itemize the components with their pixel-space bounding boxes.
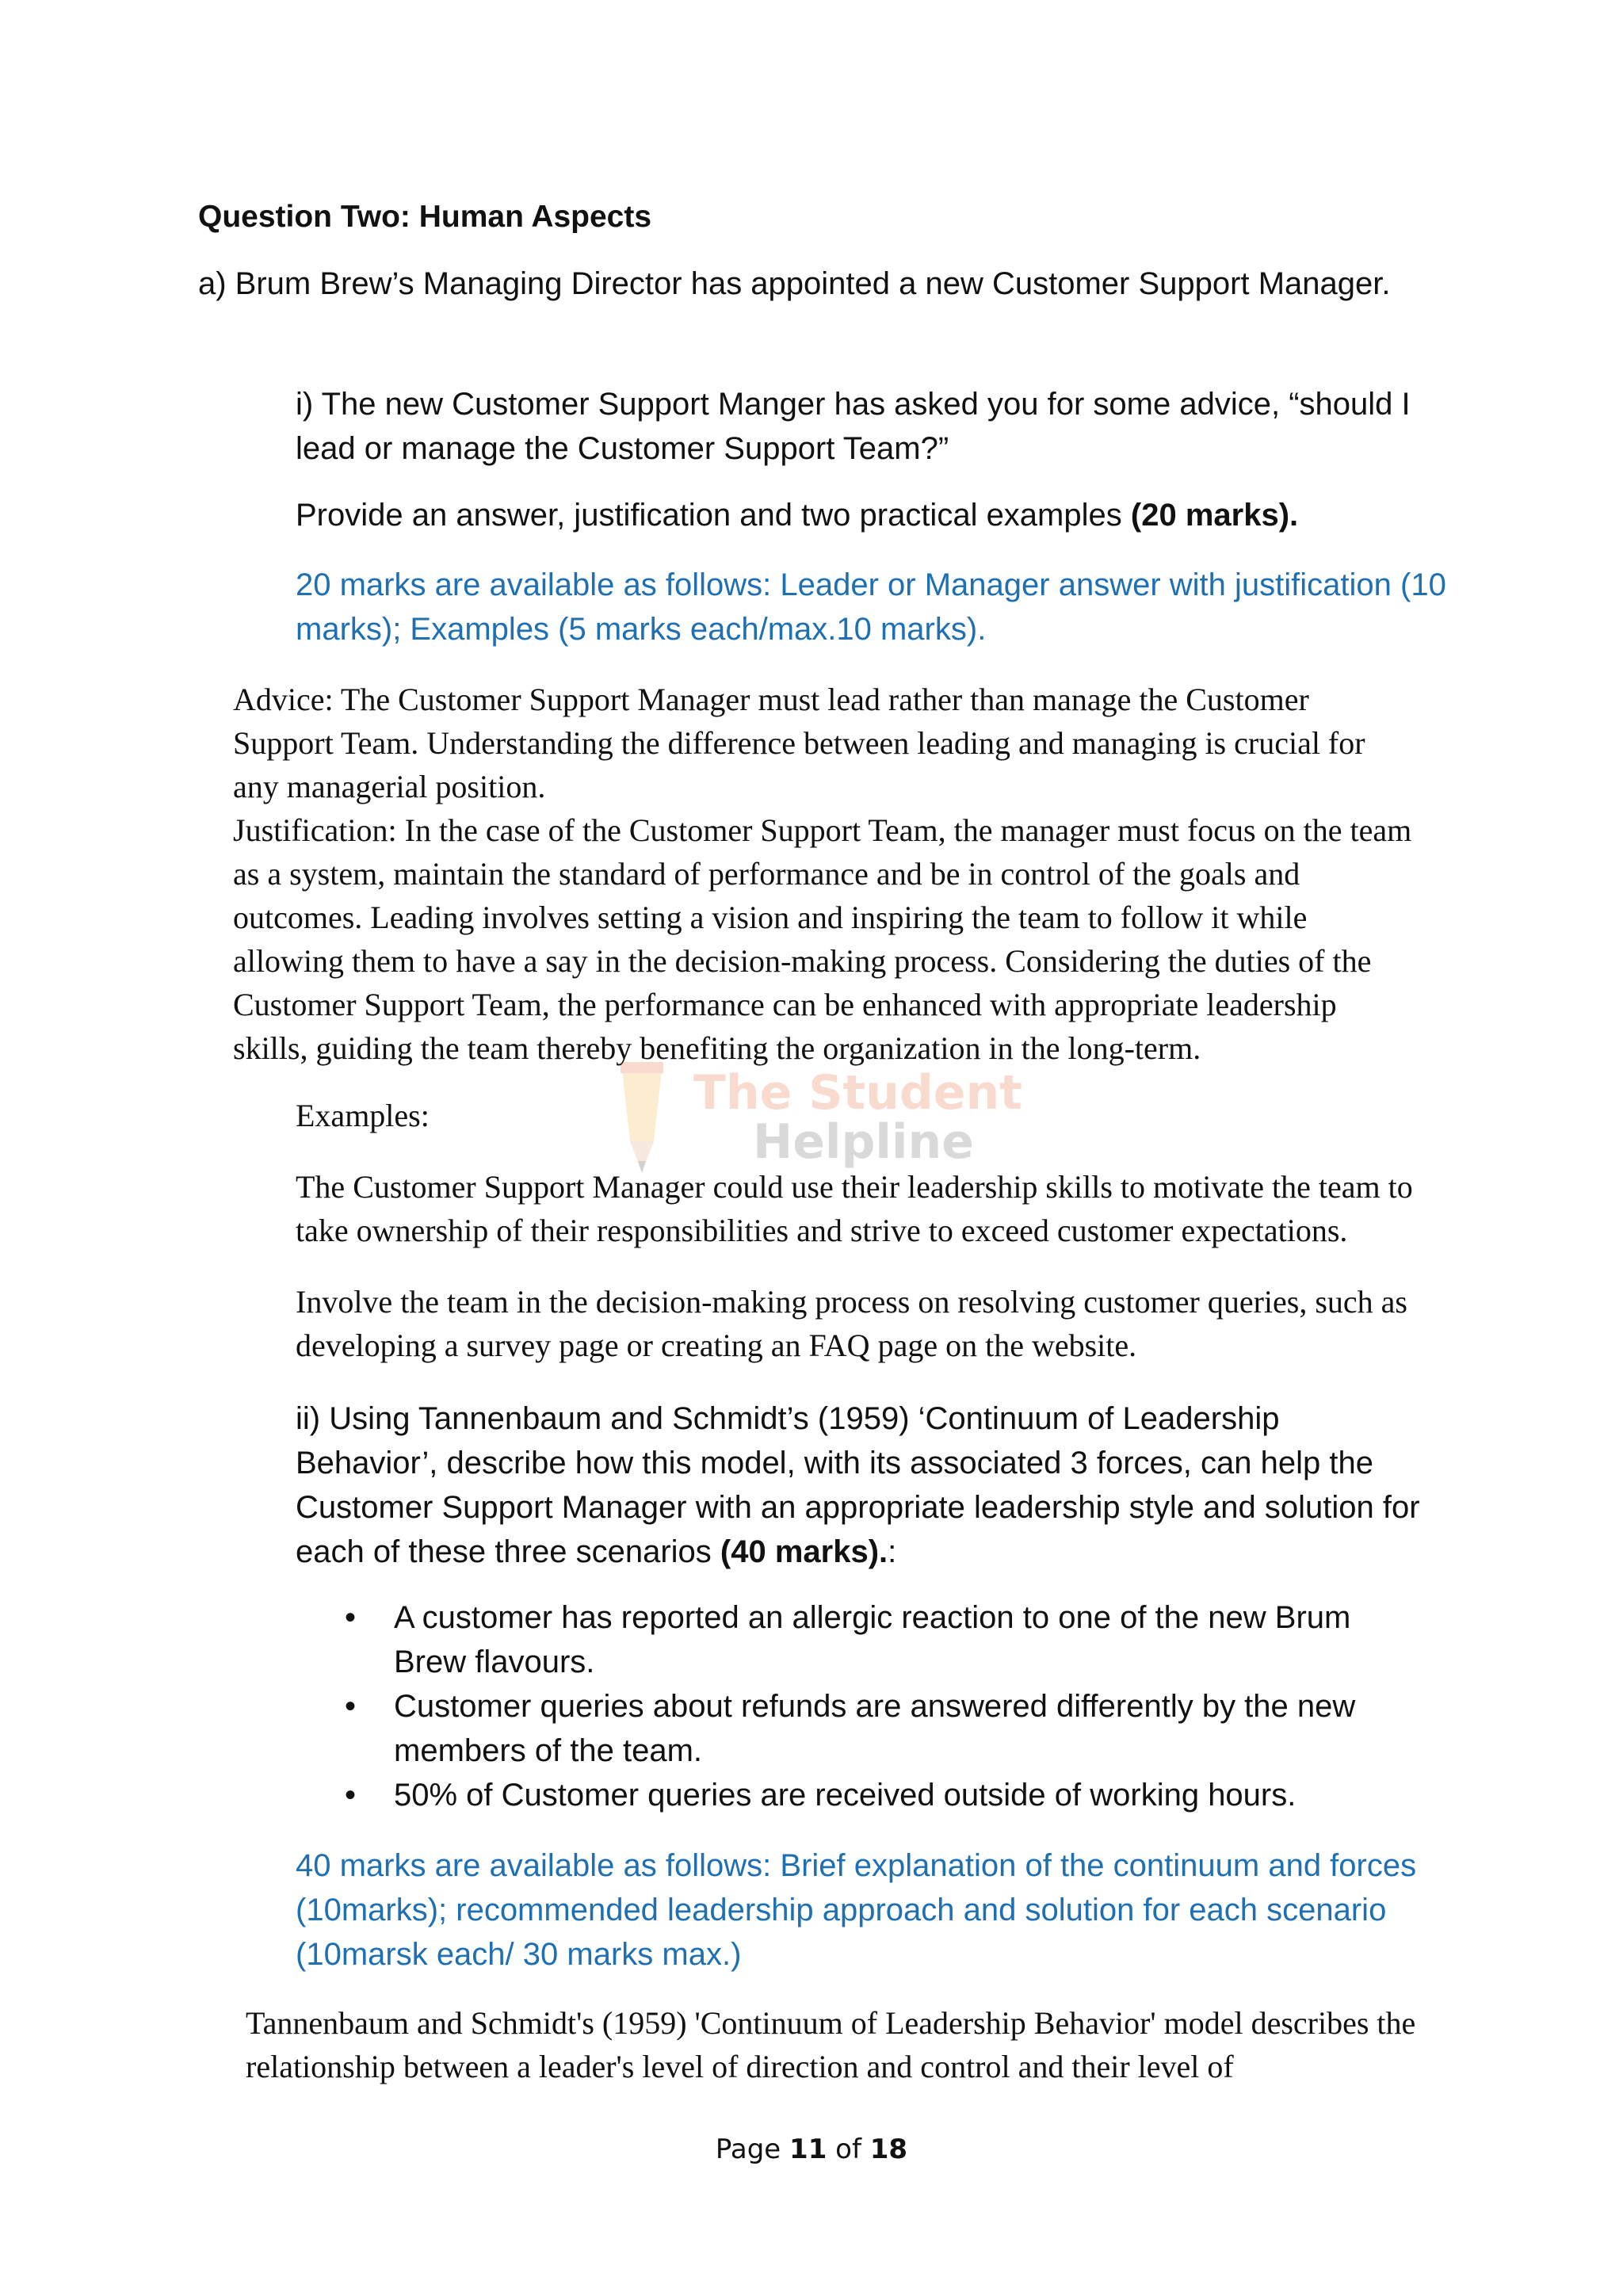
- watermark-logo: [590, 1062, 1034, 1181]
- scenario-text: Customer queries about refunds are answered differently by the new members of the team.: [394, 1689, 1356, 1768]
- list-item: [296, 1773, 1429, 1817]
- bullet-icon: •: [345, 1600, 357, 1635]
- part-ii-prompt-marks: (40 marks).: [720, 1534, 888, 1569]
- part-ii-prompt-text: ii) Using Tannenbaum and Schmidt’s (1959) ‘Continuum of Leadership Behavior’, describe how this model, with its associated 3 forces, can help the Customer Support Manager with an appropriate leadership style and solution for each of these three scenarios: [296, 1401, 1420, 1569]
- section-heading: Question Two: Human Aspects: [198, 200, 652, 234]
- part-ii-prompt-end: :: [888, 1534, 897, 1569]
- bullet-icon: •: [345, 1689, 357, 1724]
- examples-label: Examples:: [296, 1098, 430, 1133]
- answer-justification: Justification: In the case of the Customer Support Team, the manager must focus on the team as a system, maintain the standard of performance and be in control of the goals and outcomes. Leading involves setting a vision and inspiring the team to follow it while allowing them to have a say in the decision-making process. Considering the duties of the Customer Support Team, the performance can be enhanced with appropriate leadership skills, guiding the team thereby benefiting the organization in the long-term.: [233, 812, 1412, 1066]
- example-2: Involve the team in the decision-making process on resolving customer queries, such as developing a survey page or creating an FAQ page on the website.: [296, 1284, 1407, 1363]
- scenario-text: 50% of Customer queries are received outside of working hours.: [394, 1778, 1296, 1813]
- part-i-marking-guide: 20 marks are available as follows: Leader or Manager answer with justification (10 marks); Examples (5 marks each/max.10 marks).: [296, 567, 1446, 647]
- part-i-prompt: i) The new Customer Support Manger has asked you for some advice, “should I lead or manage the Customer Support Team?”: [296, 387, 1411, 466]
- part-ii-marking-guide: 40 marks are available as follows: Brief explanation of the continuum and forces (10marks); recommended leadership approach and solution for each scenario (10marsk each/ 30 marks max.): [296, 1848, 1417, 1972]
- bullet-icon: •: [345, 1778, 357, 1813]
- answer-advice: Advice: The Customer Support Manager must lead rather than manage the Customer Support Team. Understanding the difference between leading and managing is crucial for any managerial position.: [233, 682, 1365, 804]
- pencil-mascot-icon: [590, 1062, 685, 1181]
- part-i-task-marks: (20 marks).: [1130, 498, 1299, 533]
- footer-total-pages: 18: [869, 2134, 908, 2165]
- scenario-list: [296, 1595, 1429, 1817]
- part-i-task: [296, 493, 1468, 537]
- footer-current-page: 11: [789, 2134, 827, 2165]
- list-item: [296, 1684, 1429, 1773]
- part-i-task-text: Provide an answer, justification and two practical examples: [296, 498, 1122, 533]
- watermark-line-2: Helpline: [753, 1114, 974, 1170]
- page-footer: [0, 2132, 1623, 2167]
- watermark-line-1: The Student: [693, 1065, 1022, 1121]
- footer-page-word: Page: [715, 2134, 781, 2165]
- answer-ii-body: Tannenbaum and Schmidt's (1959) 'Continuum of Leadership Behavior' model describes the relationship between a leader's level of direction and control and their level of: [246, 2005, 1416, 2084]
- list-item: [296, 1595, 1429, 1684]
- example-1: The Customer Support Manager could use their leadership skills to motivate the team to take ownership of their responsibilities and strive to exceed customer expectations.: [296, 1169, 1413, 1248]
- footer-of-word: of: [835, 2134, 861, 2165]
- answer-i-body: [233, 678, 1414, 1070]
- question-a-text: a) Brum Brew’s Managing Director has appointed a new Customer Support Manager.: [198, 266, 1391, 301]
- part-ii-prompt: [296, 1396, 1429, 1574]
- scenario-text: A customer has reported an allergic reaction to one of the new Brum Brew flavours.: [394, 1600, 1351, 1679]
